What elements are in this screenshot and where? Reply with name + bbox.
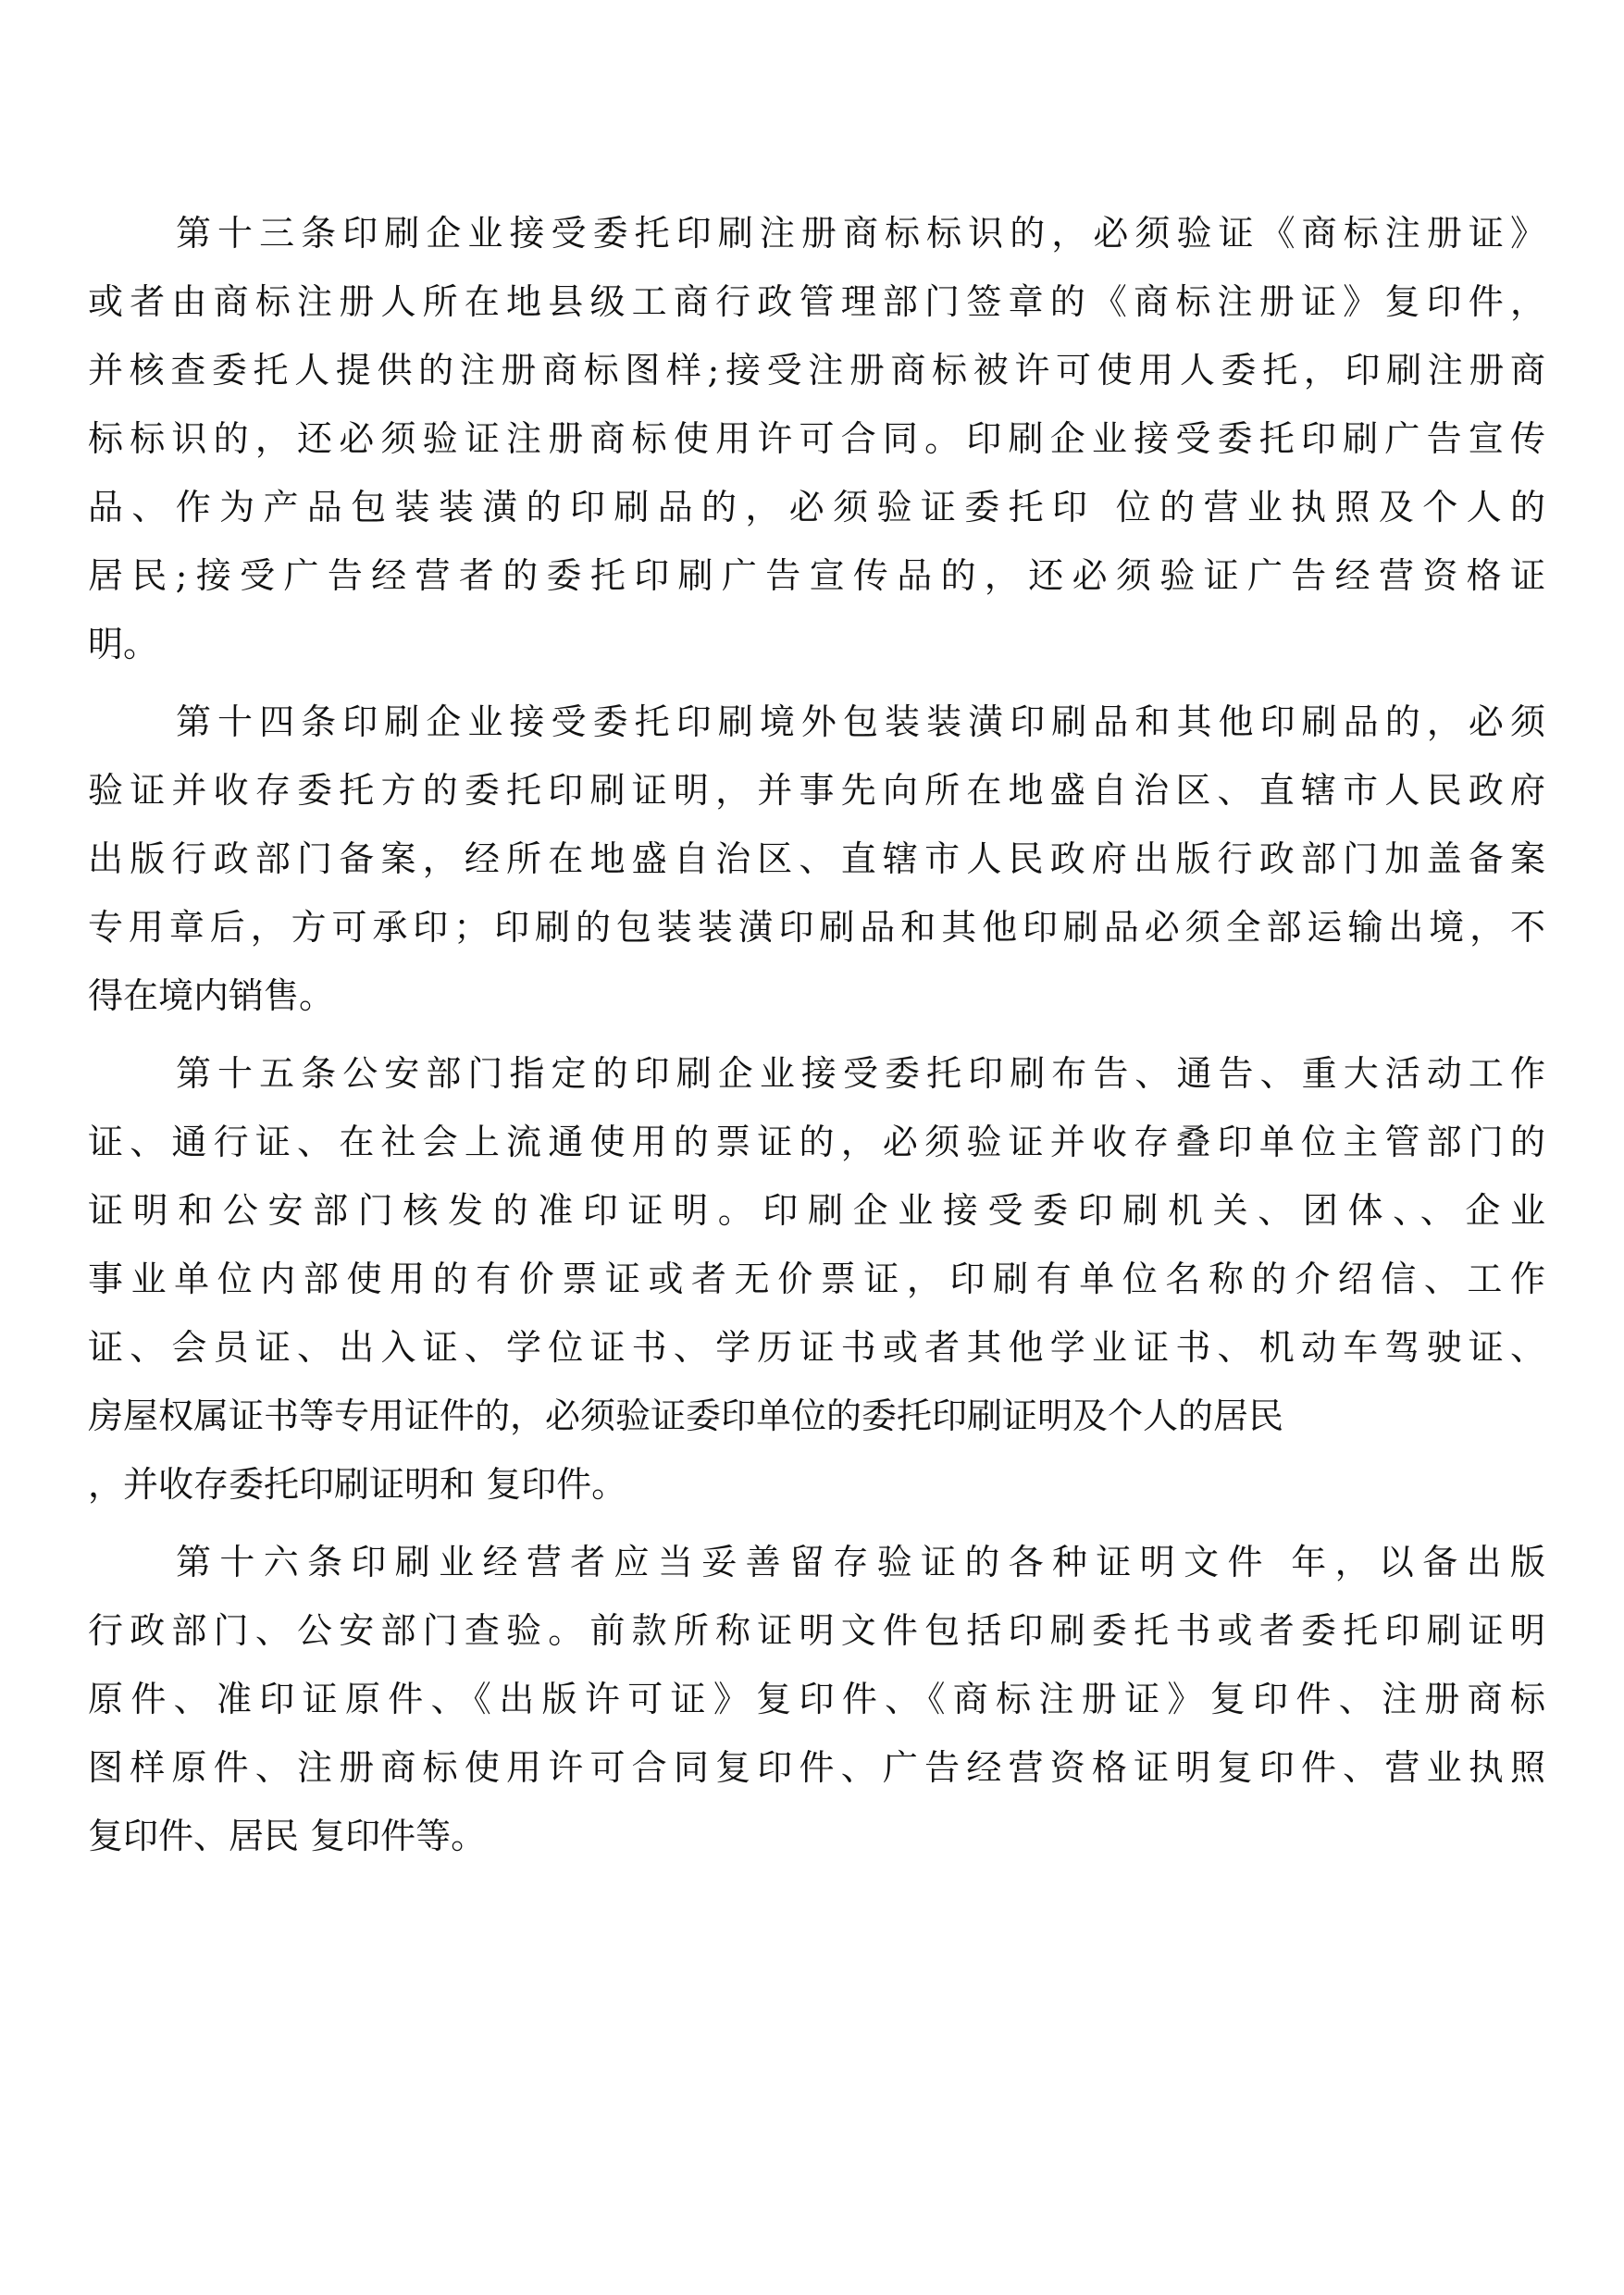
text-line: 第十六条印刷业经营者应当妥善留存验证的各种证明文件 年，以备出版 — [176, 1542, 1545, 1582]
text-line: 出版行政部门备案，经所在地盛自治区、直辖市人民政府出版行政部门加盖备案 — [88, 838, 1545, 879]
text-line: 原件、准印证原件、《出版许可证》复印件、《商标注册证》复印件、注册商标 — [88, 1679, 1545, 1719]
text-line: 复印件、居民 复印件等。 — [88, 1816, 487, 1856]
text-line: 或者由商标注册人所在地县级工商行政管理部门签章的《商标注册证》复印件， — [88, 281, 1545, 322]
text-line: 事业单位内部使用的有价票证或者无价票证，印刷有单位名称的介绍信、工作 — [88, 1259, 1545, 1299]
text-line: 标标识的，还必须验证注册商标使用许可合同。印刷企业接受委托印刷广告宣传 — [88, 418, 1545, 459]
text-line: 第十四条印刷企业接受委托印刷境外包装装潢印刷品和其他印刷品的，必须 — [176, 701, 1545, 742]
text-line: 第十三条印刷企业接受委托印刷注册商标标识的，必须验证《商标注册证》 — [176, 213, 1545, 254]
article-14 — [88, 688, 1545, 1030]
text-line: 证、会员证、出入证、学位证书、学历证书或者其他学业证书、机动车驾驶证、 — [88, 1327, 1545, 1368]
text-line: 图样原件、注册商标使用许可合同复印件、广告经营资格证明复印件、营业执照 — [88, 1747, 1545, 1788]
text-line: 行政部门、公安部门查验。前款所称证明文件包括印刷委托书或者委托印刷证明 — [88, 1610, 1545, 1651]
text-line: 房屋权属证书等专用证件的，必须验证委印单位的委托印刷证明及个人的居民 — [88, 1396, 1284, 1436]
article-15 — [88, 1039, 1545, 1519]
text-line: 并核查委托人提供的注册商标图样;接受注册商标被许可使用人委托，印刷注册商 — [88, 350, 1545, 391]
article-16 — [88, 1528, 1545, 1870]
text-line: 验证并收存委托方的委托印刷证明，并事先向所在地盛自治区、直辖市人民政府 — [88, 770, 1545, 811]
text-line: 专用章后，方可承印；印刷的包装装潢印刷品和其他印刷品必须全部运输出境，不 — [88, 907, 1545, 948]
document-page — [88, 199, 1545, 1879]
text-line: 得在境内销售。 — [88, 975, 335, 1016]
article-13 — [88, 199, 1545, 678]
text-line: 品、作为产品包装装潢的印刷品的，必须验证委托印 位的营业执照及个人的 — [88, 487, 1545, 527]
text-line: 证、通行证、在社会上流通使用的票证的，必须验证并收存叠印单位主管部门的 — [88, 1122, 1545, 1162]
text-line: 居民;接受广告经营者的委托印刷广告宣传品的，还必须验证广告经营资格证 — [88, 555, 1545, 596]
text-line: 证明和公安部门核发的准印证明。印刷企业接受委印刷机关、团体、、企业 — [88, 1190, 1545, 1231]
text-line: ，并收存委托印刷证明和 复印件。 — [88, 1464, 627, 1505]
text-line: 明。 — [88, 624, 159, 664]
text-line: 第十五条公安部门指定的印刷企业接受委托印刷布告、通告、重大活动工作 — [176, 1053, 1545, 1094]
